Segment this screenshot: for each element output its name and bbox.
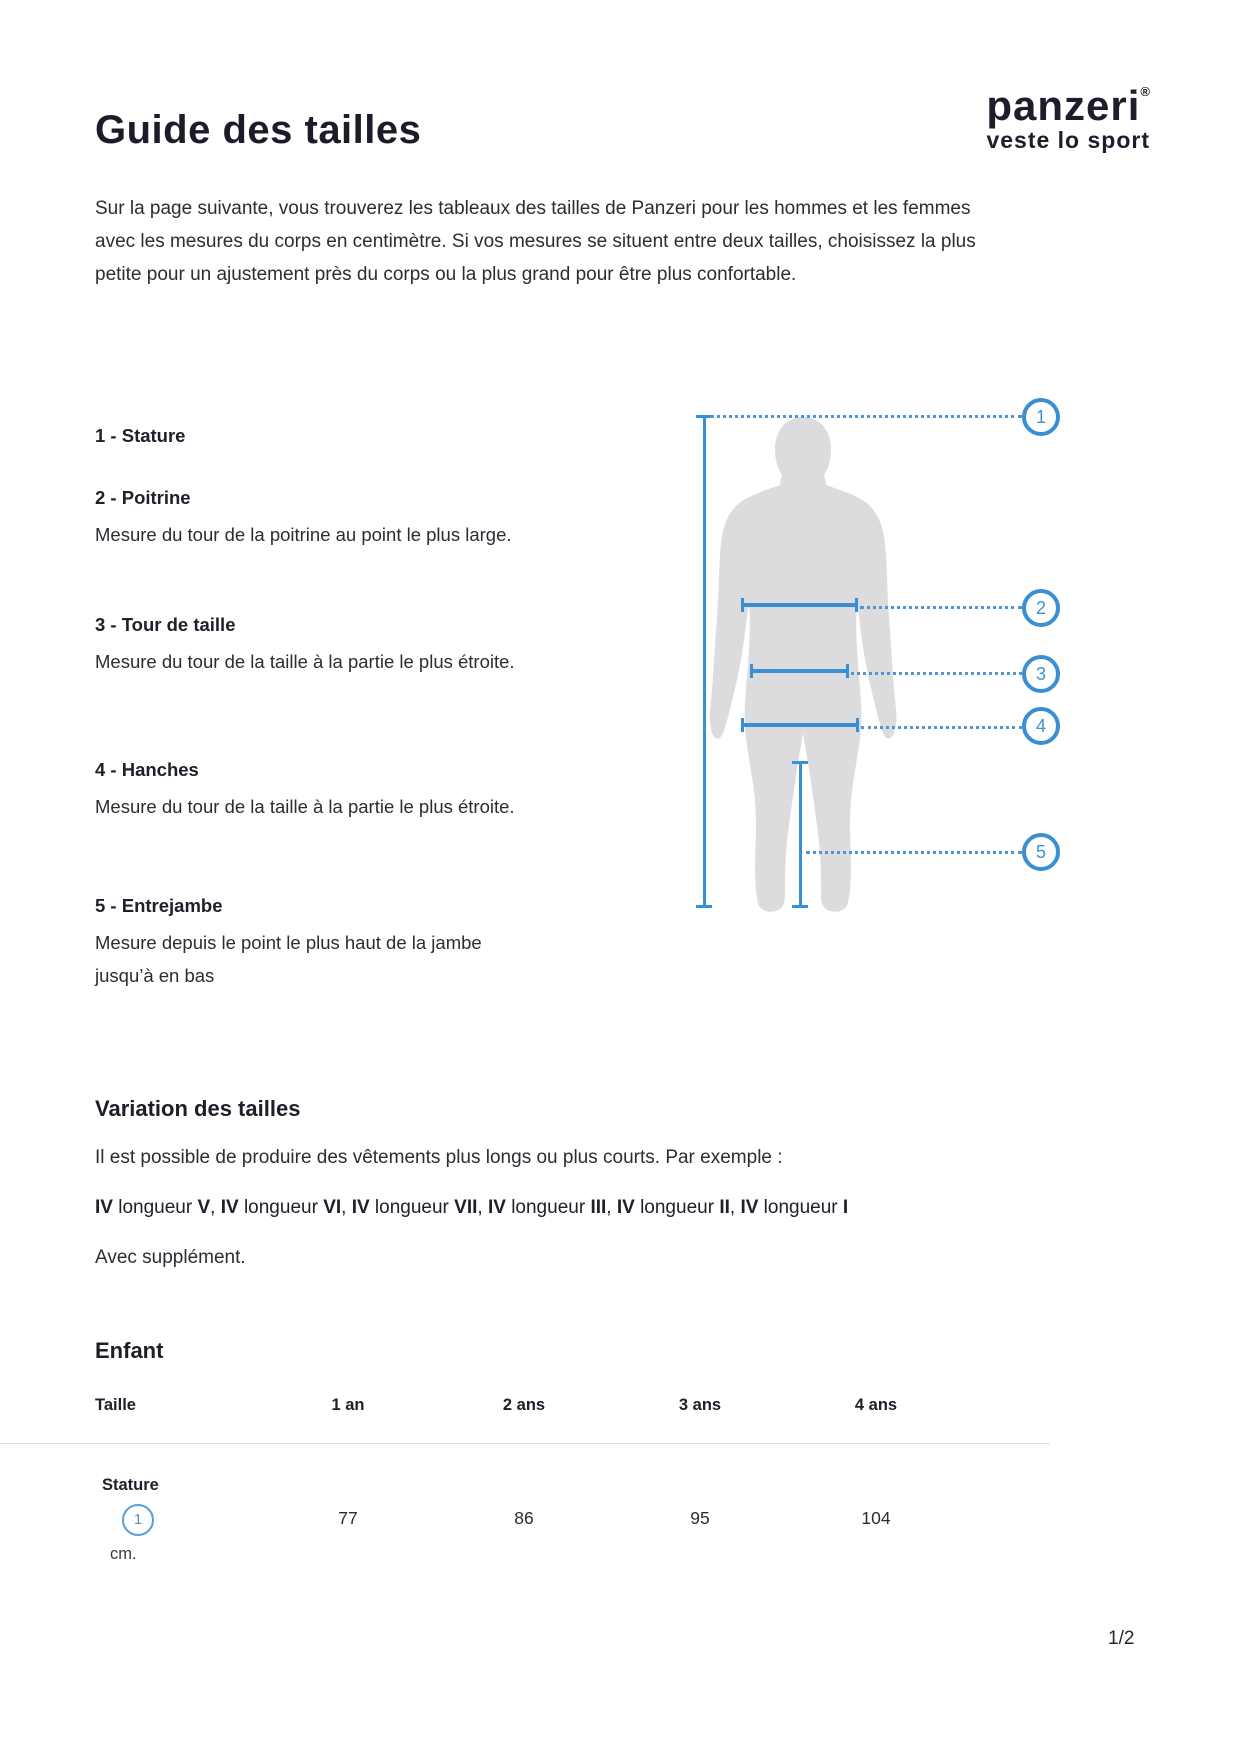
leader-line-5 <box>806 851 1022 854</box>
stature-value-1an: 77 <box>338 1508 358 1528</box>
waist-line-left-cap <box>750 664 753 678</box>
brand-logo-text: panzeri <box>986 82 1141 129</box>
table-header-3ans: 3 ans <box>678 1396 722 1414</box>
measure-def-heading: 1 - Stature <box>95 425 186 446</box>
measure-def-poitrine <box>95 486 523 551</box>
chest-line-right-cap <box>855 598 858 612</box>
diagram-marker-1: 1 <box>1022 398 1060 436</box>
body-silhouette <box>703 415 903 915</box>
leader-line-2 <box>860 606 1022 609</box>
stature-value-3ans: 95 <box>690 1508 710 1528</box>
hip-measure-line <box>743 723 858 727</box>
measure-def-entrejambe <box>95 894 523 992</box>
inseam-line-bottom-cap <box>792 905 808 908</box>
registered-mark: ® <box>1140 84 1150 99</box>
stature-line-bottom-cap <box>696 905 712 908</box>
stature-measure-line <box>703 416 706 908</box>
measure-def-heading: 4 - Hanches <box>95 759 199 780</box>
variation-example: IV longueur V, IV longueur VI, IV longueur VII, IV longueur III, IV longueur II, IV longueur I <box>95 1197 849 1218</box>
stature-value-2ans: 86 <box>514 1508 534 1528</box>
inseam-measure-line <box>799 762 802 908</box>
hip-line-left-cap <box>741 718 744 732</box>
variation-heading: Variation des tailles <box>95 1096 301 1121</box>
hip-line-right-cap <box>856 718 859 732</box>
leader-line-4 <box>861 726 1022 729</box>
measure-def-description: Mesure du tour de la taille à la partie le plus étroite. <box>95 651 515 672</box>
page-title: Guide des tailles <box>95 108 422 152</box>
diagram-marker-3: 3 <box>1022 655 1060 693</box>
intro-paragraph: Sur la page suivante, vous trouverez les tableaux des tailles de Panzeri pour les hommes et les femmes avec les mesures du corps en centimètre. Si vos mesures se situent entre deux tailles, choisissez la plus petite pour un ajustement près du corps ou la plus grand pour être plus confortable. <box>95 198 976 285</box>
table-divider <box>0 1443 1050 1444</box>
measure-def-heading: 5 - Entrejambe <box>95 895 223 916</box>
table-row-label-stature: Stature <box>102 1476 159 1494</box>
measure-def-heading: 3 - Tour de taille <box>95 614 236 635</box>
measure-def-tour-de-taille <box>95 613 523 678</box>
measure-def-hanches <box>95 758 523 823</box>
variation-intro: Il est possible de produire des vêtements plus longs ou plus courts. Par exemple : <box>95 1147 783 1168</box>
stature-badge-circle: 1 <box>122 1504 154 1536</box>
waist-line-right-cap <box>846 664 849 678</box>
diagram-marker-2: 2 <box>1022 589 1060 627</box>
chest-line-left-cap <box>741 598 744 612</box>
table-row-stature-values <box>95 1508 1145 1529</box>
table-row-unit: cm. <box>110 1545 137 1563</box>
leader-line-1 <box>710 415 1022 418</box>
measure-def-description: Mesure du tour de la poitrine au point le plus large. <box>95 524 512 545</box>
measure-def-description: Mesure depuis le point le plus haut de la jambe jusqu’à en bas <box>95 932 482 986</box>
page-number: 1/2 <box>1108 1628 1135 1649</box>
table-header-1an: 1 an <box>331 1396 365 1414</box>
table-header-taille: Taille <box>95 1396 136 1414</box>
inseam-line-top-cap <box>792 761 808 764</box>
children-section-heading: Enfant <box>95 1338 164 1363</box>
table-header-4ans: 4 ans <box>854 1396 898 1414</box>
measure-def-heading: 2 - Poitrine <box>95 487 191 508</box>
brand-tagline: veste lo sport <box>986 127 1150 153</box>
diagram-marker-4: 4 <box>1022 707 1060 745</box>
chest-measure-line <box>743 603 857 607</box>
brand-logo <box>986 82 1150 154</box>
leader-line-3 <box>851 672 1022 675</box>
table-header-row <box>95 1396 1145 1415</box>
table-header-2ans: 2 ans <box>502 1396 546 1414</box>
waist-measure-line <box>752 669 848 673</box>
measure-def-description: Mesure du tour de la taille à la partie le plus étroite. <box>95 796 515 817</box>
variation-note: Avec supplément. <box>95 1247 246 1268</box>
stature-value-4ans: 104 <box>861 1508 891 1528</box>
diagram-marker-5: 5 <box>1022 833 1060 871</box>
measure-def-stature <box>95 424 523 448</box>
